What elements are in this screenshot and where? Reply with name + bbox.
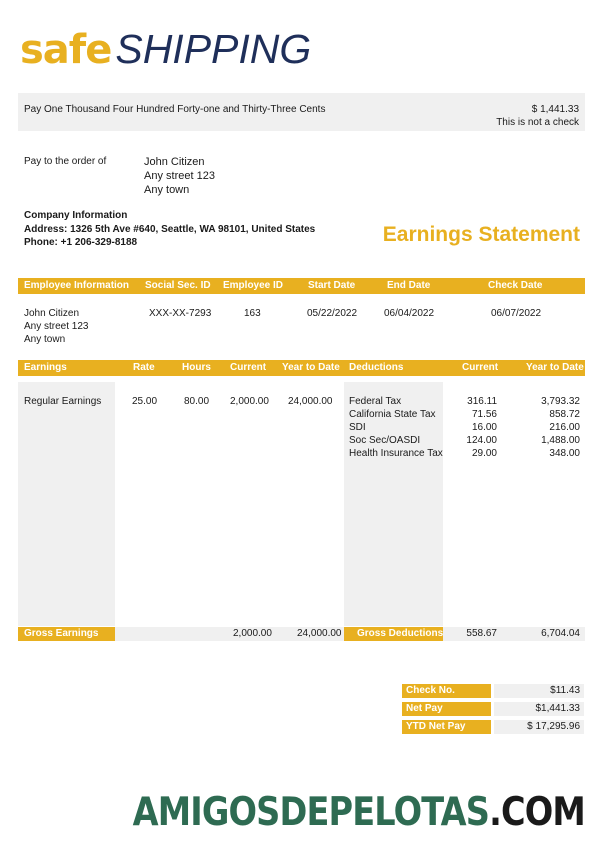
earning-label: Regular Earnings (24, 396, 102, 407)
header-deductions-current: Current (462, 362, 499, 373)
deduction-current: 29.00 (471, 448, 497, 459)
deduction-current: 71.56 (471, 409, 497, 420)
end-date: 06/04/2022 (384, 308, 435, 319)
deduction-ytd: 216.00 (549, 422, 580, 433)
deduction-ytd: 1,488.00 (541, 435, 580, 446)
earnings-statement-title: Earnings Statement (382, 223, 580, 246)
employee-town: Any town (24, 334, 66, 345)
check-no-value: $11.43 (550, 685, 580, 696)
watermark (133, 790, 585, 835)
header-earnings-ytd: Year to Date (282, 362, 340, 373)
gross-deductions-label: Gross Deductions (357, 628, 444, 639)
payee-name: John Citizen (144, 156, 205, 168)
net-pay-label: Net Pay (406, 703, 443, 714)
ytd-net-pay-label: YTD Net Pay (406, 721, 466, 732)
earning-rate: 25.00 (132, 396, 158, 407)
company-info-title: Company Information (24, 210, 128, 221)
deduction-ytd: 348.00 (549, 448, 580, 459)
logo-shipping-text: SHIPPING (115, 26, 312, 72)
deduction-ytd: 3,793.32 (541, 396, 580, 407)
deduction-label: Soc Sec/OASDI (349, 435, 421, 446)
net-pay-value: $1,441.33 (535, 703, 580, 714)
gross-earnings-current: 2,000.00 (233, 628, 272, 639)
header-social-sec-id: Social Sec. ID (145, 280, 211, 291)
start-date: 05/22/2022 (307, 308, 358, 319)
gross-earnings-ytd: 24,000.00 (297, 628, 342, 639)
gross-deductions-ytd: 6,704.04 (541, 628, 580, 639)
deduction-label: Health Insurance Tax (349, 448, 443, 459)
header-end-date: End Date (387, 280, 431, 291)
not-a-check-note: This is not a check (496, 117, 579, 128)
earnings-label-column (18, 382, 115, 626)
header-check-date: Check Date (488, 280, 543, 291)
deduction-current: 316.11 (467, 396, 497, 407)
deduction-label: California State Tax (349, 409, 436, 420)
header-deductions-ytd: Year to Date (526, 362, 584, 373)
header-earnings-current: Current (230, 362, 267, 373)
pay-amount-value: $ 1,441.33 (531, 104, 579, 115)
earning-ytd: 24,000.00 (288, 396, 333, 407)
company-phone: Phone: +1 206-329-8188 (24, 237, 138, 248)
employee-street: Any street 123 (24, 321, 89, 332)
pay-to-order-label: Pay to the order of (24, 156, 107, 167)
gross-earnings-label: Gross Earnings (24, 628, 99, 639)
header-employee-id: Employee ID (223, 280, 284, 291)
header-hours: Hours (182, 362, 211, 373)
check-no-label: Check No. (406, 685, 455, 696)
header-employee-information: Employee Information (24, 280, 130, 291)
employee-ssn: XXX-XX-7293 (149, 308, 212, 319)
header-deductions: Deductions (349, 362, 404, 373)
deduction-label: SDI (349, 422, 366, 433)
check-date: 06/07/2022 (491, 308, 542, 319)
deduction-ytd: 858.72 (549, 409, 580, 420)
gross-deductions-current: 558.67 (466, 628, 497, 639)
ytd-net-pay-value: $ 17,295.96 (527, 721, 580, 732)
logo-safe-text: safe (20, 27, 112, 73)
earning-current: 2,000.00 (230, 396, 269, 407)
company-address: Address: 1326 5th Ave #640, Seattle, WA 98101, United States (24, 224, 316, 235)
earning-hours: 80.00 (184, 396, 210, 407)
payee-town: Any town (144, 184, 190, 196)
header-rate: Rate (133, 362, 155, 373)
deduction-label: Federal Tax (349, 396, 402, 407)
employee-id: 163 (244, 308, 261, 319)
header-earnings: Earnings (24, 362, 67, 373)
watermark-main-text: AMIGOSDEPELOTAS (132, 790, 490, 835)
pay-amount-words: Pay One Thousand Four Hundred Forty-one and Thirty-Three Cents (24, 104, 326, 115)
watermark-suffix-text: .COM (489, 790, 585, 835)
employee-name: John Citizen (24, 308, 80, 319)
deduction-current: 124.00 (466, 435, 497, 446)
deduction-current: 16.00 (471, 422, 497, 433)
payee-street: Any street 123 (144, 170, 215, 182)
company-logo (20, 26, 312, 73)
header-start-date: Start Date (308, 280, 356, 291)
